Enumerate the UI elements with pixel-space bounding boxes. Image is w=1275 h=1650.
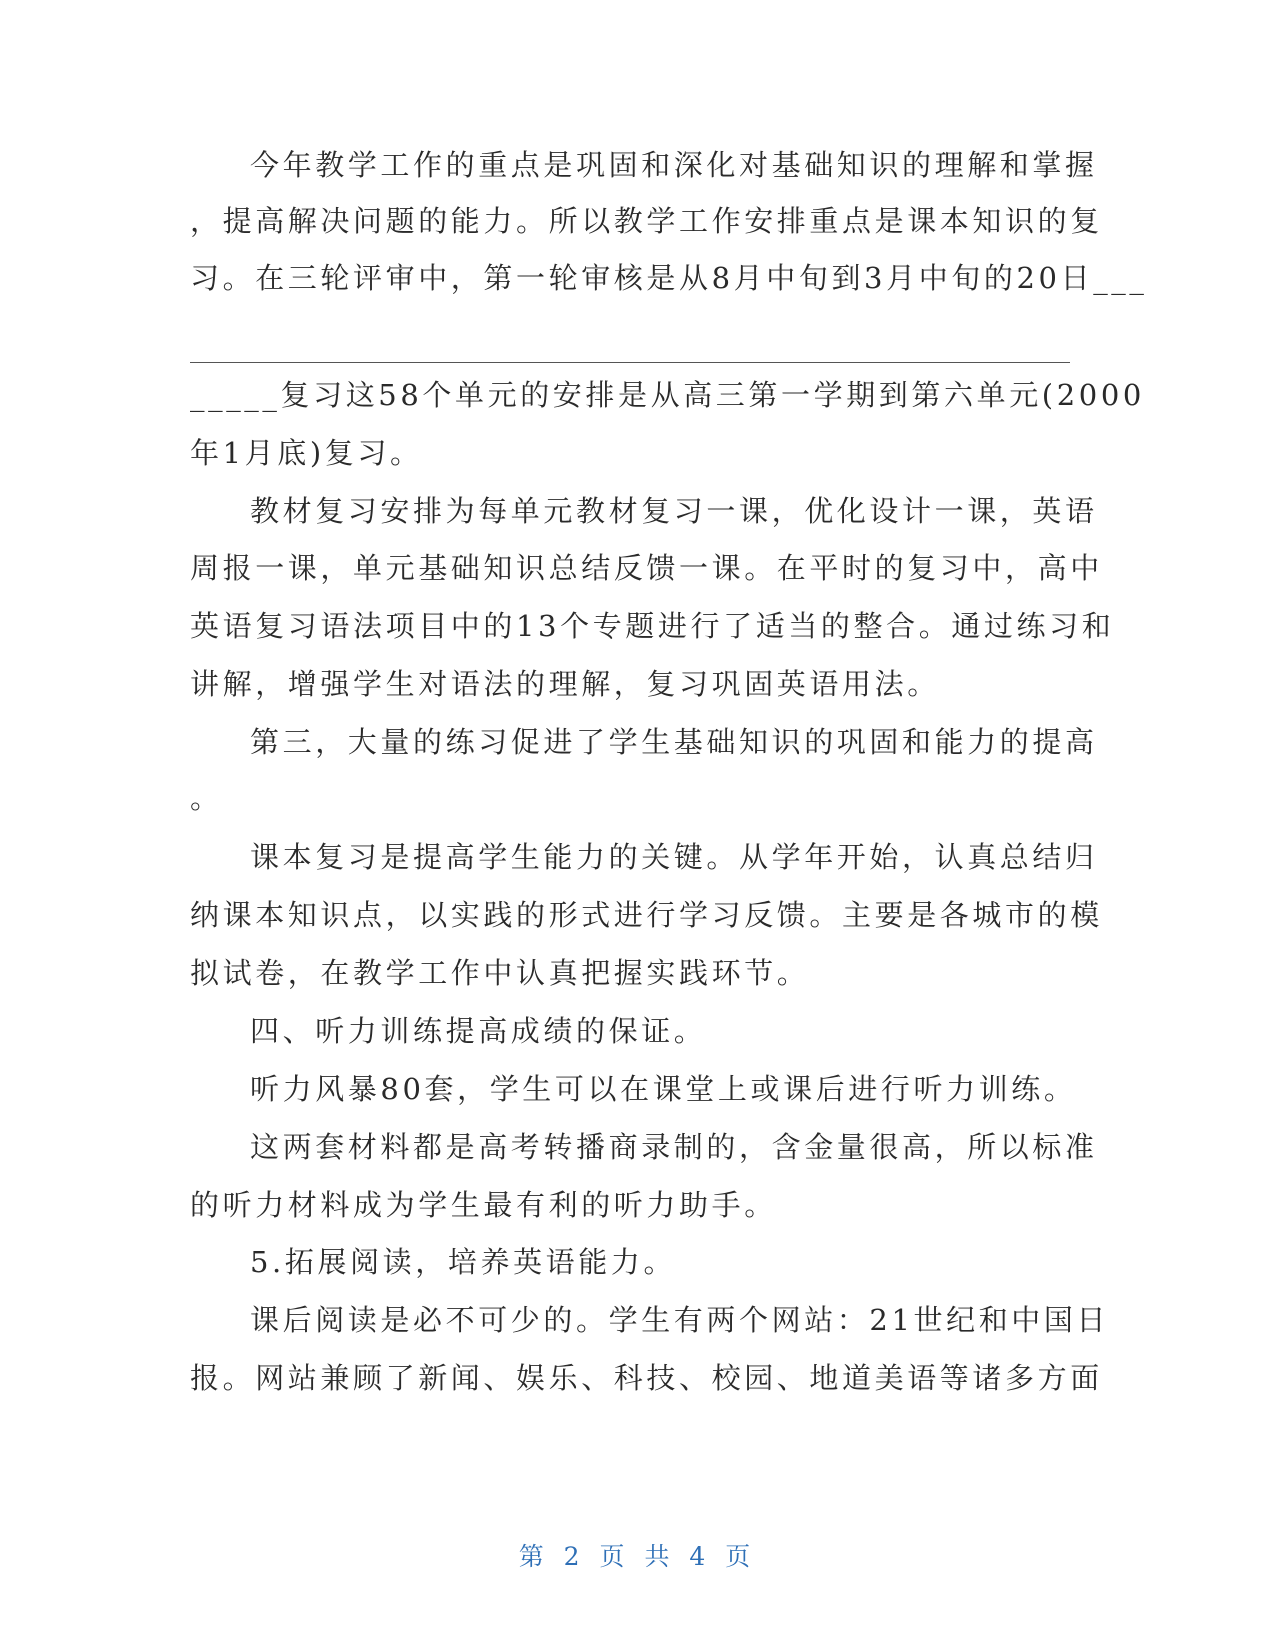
paragraph-4-line-1: 第三，大量的练习促进了学生基础知识的巩固和能力的提高 (250, 725, 1098, 759)
paragraph-10-line-1: 课后阅读是必不可少的。学生有两个网站：21世纪和中国日 (250, 1303, 1110, 1337)
paragraph-9-heading: 5.拓展阅读，培养英语能力。 (250, 1245, 677, 1279)
paragraph-1-line-1: 今年教学工作的重点是巩固和深化对基础知识的理解和掌握 (250, 148, 1098, 182)
paragraph-6-heading: 四、听力训练提高成绩的保证。 (250, 1014, 707, 1048)
paragraph-5-line-3: 拟试卷，在教学工作中认真把握实践环节。 (190, 956, 810, 990)
paragraph-7-line-1: 听力风暴80套，学生可以在课堂上或课后进行听力训练。 (250, 1072, 1077, 1106)
paragraph-8-line-2: 的听力材料成为学生最有利的听力助手。 (190, 1188, 777, 1222)
page-number-footer: 第 2 页 共 4 页 (518, 1542, 757, 1571)
paragraph-1-line-2: ，提高解决问题的能力。所以教学工作安排重点是课本知识的复 (190, 204, 1103, 238)
paragraph-10-line-2: 报。网站兼顾了新闻、娱乐、科技、校园、地道美语等诸多方面 (190, 1361, 1103, 1395)
paragraph-2-line-2: 年1月底)复习。 (190, 436, 423, 470)
paragraph-3-line-3: 英语复习语法项目中的13个专题进行了适当的整合。通过练习和 (190, 609, 1115, 643)
paragraph-5-line-1: 课本复习是提高学生能力的关键。从学年开始，认真总结归 (250, 840, 1098, 874)
paragraph-4-line-2: 。 (190, 781, 223, 815)
paragraph-3-line-4: 讲解，增强学生对语法的理解，复习巩固英语用法。 (190, 667, 940, 701)
paragraph-3-line-1: 教材复习安排为每单元教材复习一课，优化设计一课，英语 (250, 494, 1098, 528)
paragraph-2-line-1: _____复习这58个单元的安排是从高三第一学期到第六单元(2000 (190, 378, 1145, 412)
paragraph-8-line-1: 这两套材料都是高考转播商录制的，含金量很高，所以标准 (250, 1130, 1098, 1164)
blank-underline-rule (190, 362, 1070, 363)
paragraph-5-line-2: 纳课本知识点，以实践的形式进行学习反馈。主要是各城市的模 (190, 898, 1103, 932)
paragraph-1-line-3: 习。在三轮评审中，第一轮审核是从8月中旬到3月中旬的20日___ (190, 261, 1148, 295)
paragraph-3-line-2: 周报一课，单元基础知识总结反馈一课。在平时的复习中，高中 (190, 551, 1103, 585)
